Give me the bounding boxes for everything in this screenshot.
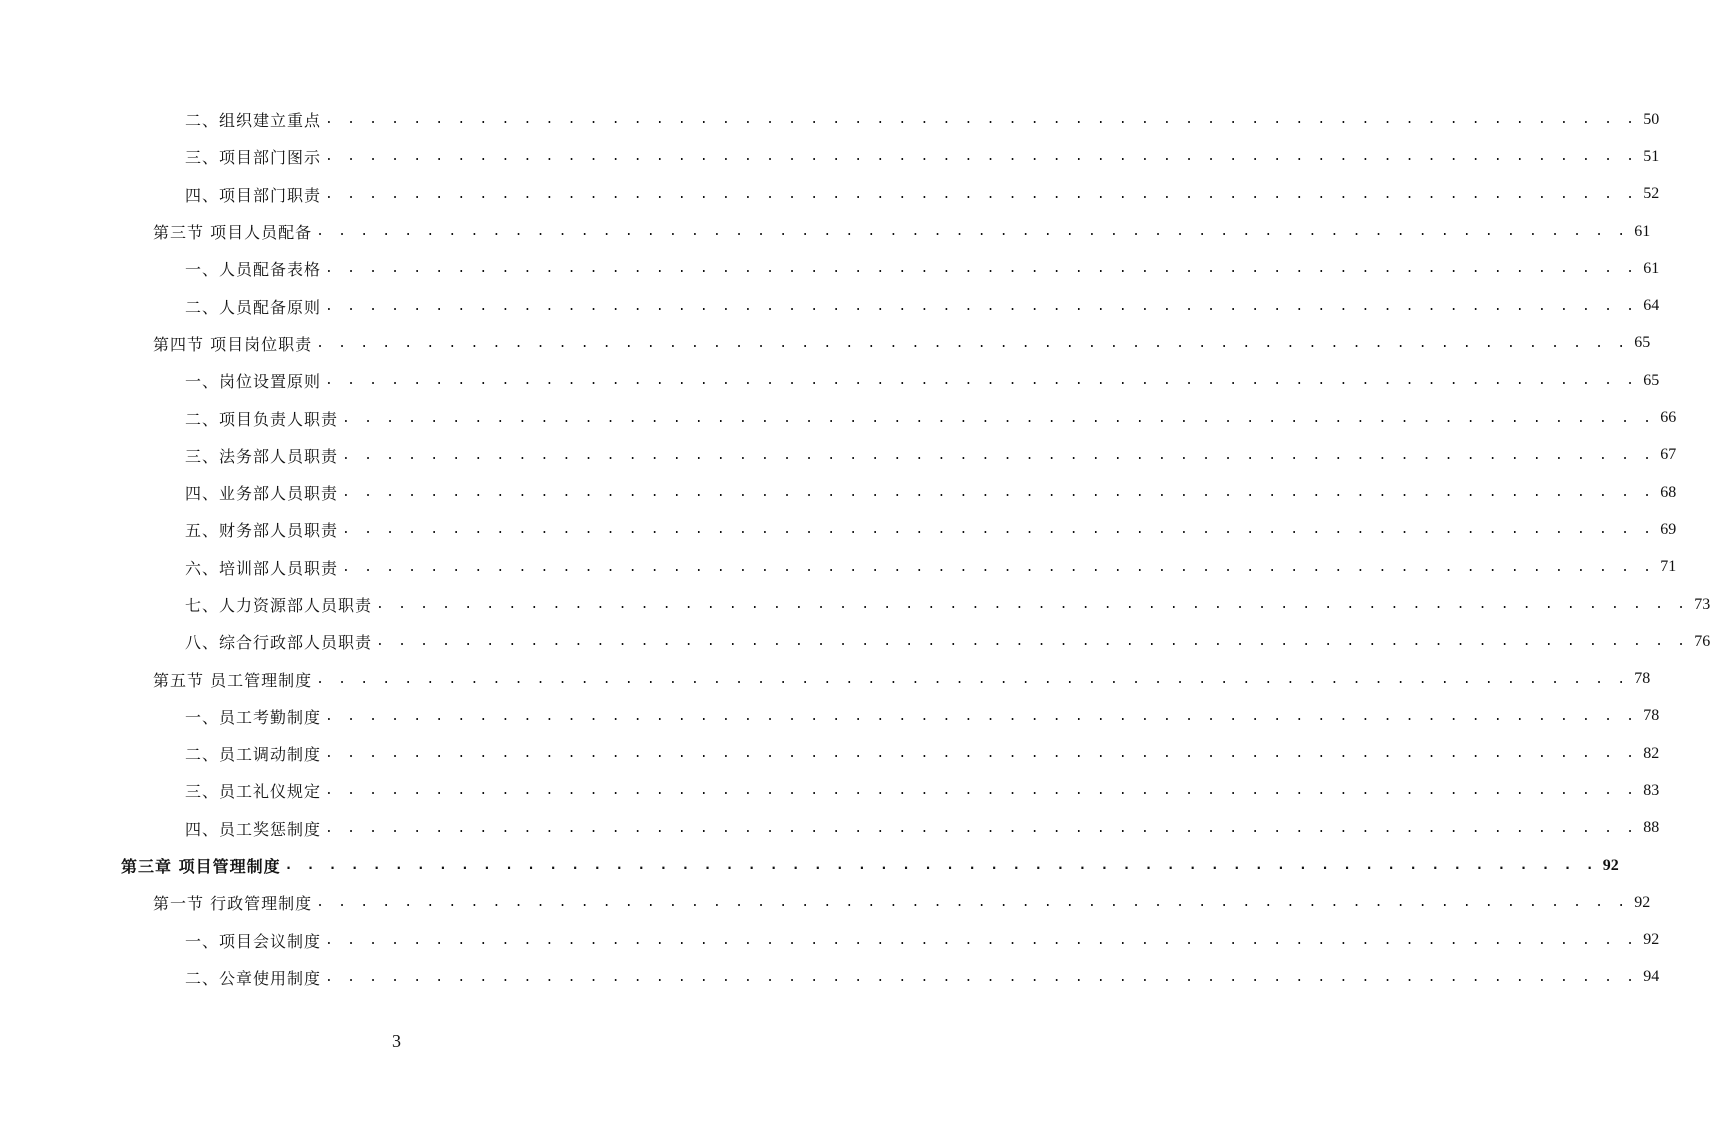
toc-entry-page: 92 xyxy=(1634,893,1651,911)
toc-entry-label: 二、人员配备原则 xyxy=(185,297,322,317)
toc-entry-label: 三、法务部人员职责 xyxy=(185,446,339,466)
toc-entry-label: 四、员工奖惩制度 xyxy=(185,819,322,839)
toc-entry-page: 65 xyxy=(1643,371,1660,389)
toc-entry-item[interactable] xyxy=(0,959,1660,996)
toc-entry-label: 三、项目部门图示 xyxy=(185,148,322,168)
toc-entry-label: 二、组织建立重点 xyxy=(185,111,322,131)
dot-leader: . . . . . . . . . . . . . . . . . . . . . . . . . . . . . . . . . . . . . . . . . . . . . . . . . . . . . . . . . . . . xyxy=(325,112,1638,128)
dot-leader: . . . . . . . . . . . . . . . . . . . . . . . . . . . . . . . . . . . . . . . . . . . . . . . . . . . . . . . . . . . . xyxy=(284,858,1597,874)
toc-entry-page: 78 xyxy=(1634,670,1651,688)
toc-entry-page: 51 xyxy=(1643,147,1660,165)
toc-entry-label: 第一节 行政管理制度 xyxy=(153,894,313,914)
toc-entry-item[interactable] xyxy=(0,735,1660,772)
toc-entry-page: 71 xyxy=(1660,558,1677,576)
toc-entry-item[interactable] xyxy=(0,138,1660,175)
dot-leader: . . . . . . . . . . . . . . . . . . . . . . . . . . . . . . . . . . . . . . . . . . . . . . . . . . . . . . . . . . . . xyxy=(316,224,1629,240)
toc-entry-label: 一、岗位设置原则 xyxy=(185,372,322,392)
dot-leader: . . . . . . . . . . . . . . . . . . . . . . . . . . . . . . . . . . . . . . . . . . . . . . . . . . . . . . . . . . . . xyxy=(376,597,1689,612)
dot-leader: . . . . . . . . . . . . . . . . . . . . . . . . . . . . . . . . . . . . . . . . . . . . . . . . . . . . . . . . . . . . xyxy=(325,373,1638,389)
toc-entry-label: 第四节 项目岗位职责 xyxy=(153,334,313,354)
toc-entry-label: 四、项目部门职责 xyxy=(185,185,322,205)
toc-entry-page: 94 xyxy=(1643,968,1660,986)
toc-entry-label: 七、人力资源部人员职责 xyxy=(185,596,373,615)
dot-leader: . . . . . . . . . . . . . . . . . . . . . . . . . . . . . . . . . . . . . . . . . . . . . . . . . . . . . . . . . . . . xyxy=(325,261,1638,277)
toc-entry-item[interactable] xyxy=(0,362,1660,399)
toc-entry-page: 66 xyxy=(1660,409,1677,427)
page-number: 3 xyxy=(392,1031,401,1051)
toc-entry-section[interactable] xyxy=(0,213,1651,250)
toc-entry-page: 64 xyxy=(1643,297,1660,315)
dot-leader: . . . . . . . . . . . . . . . . . . . . . . . . . . . . . . . . . . . . . . . . . . . . . . . . . . . . . . . . . . . . xyxy=(342,522,1655,538)
dot-leader: . . . . . . . . . . . . . . . . . . . . . . . . . . . . . . . . . . . . . . . . . . . . . . . . . . . . . . . . . . . . xyxy=(325,783,1638,799)
toc-entry-item[interactable] xyxy=(0,511,1677,548)
dot-leader: . . . . . . . . . . . . . . . . . . . . . . . . . . . . . . . . . . . . . . . . . . . . . . . . . . . . . . . . . . . . xyxy=(342,559,1655,575)
toc-entry-item[interactable] xyxy=(0,772,1660,809)
toc-entry-page: 61 xyxy=(1643,259,1660,277)
toc-entry-item[interactable] xyxy=(0,810,1660,847)
toc-entry-page: 69 xyxy=(1660,520,1677,538)
dot-leader: . . . . . . . . . . . . . . . . . . . . . . . . . . . . . . . . . . . . . . . . . . . . . . . . . . . . . . . . . . . . xyxy=(325,746,1638,762)
dot-leader: . . . . . . . . . . . . . . . . . . . . . . . . . . . . . . . . . . . . . . . . . . . . . . . . . . . . . . . . . . . . xyxy=(342,485,1655,501)
toc-entry-chapter[interactable] xyxy=(0,847,1619,884)
toc-entry-item[interactable] xyxy=(0,549,1677,586)
toc-entry-label: 八、综合行政部人员职责 xyxy=(185,633,373,653)
toc-entry-item[interactable] xyxy=(0,623,1710,660)
toc-entry-label: 四、业务部人员职责 xyxy=(185,484,339,504)
toc-entry-label: 二、员工调动制度 xyxy=(185,745,322,765)
toc-entry-label: 二、项目负责人职责 xyxy=(185,409,339,429)
dot-leader: . . . . . . . . . . . . . . . . . . . . . . . . . . . . . . . . . . . . . . . . . . . . . . . . . . . . . . . . . . . . xyxy=(325,186,1638,202)
toc-entry-item[interactable] xyxy=(0,176,1660,213)
toc-entry-page: 67 xyxy=(1660,446,1677,464)
toc-entry-item[interactable] xyxy=(0,250,1660,287)
toc-entry-page: 92 xyxy=(1643,931,1660,949)
dot-leader: . . . . . . . . . . . . . . . . . . . . . . . . . . . . . . . . . . . . . . . . . . . . . . . . . . . . . . . . . . . . xyxy=(325,149,1638,165)
toc-entry-section[interactable] xyxy=(0,660,1651,697)
dot-leader: . . . . . . . . . . . . . . . . . . . . . . . . . . . . . . . . . . . . . . . . . . . . . . . . . . . . . . . . . . . . xyxy=(316,671,1629,687)
dot-leader: . . . . . . . . . . . . . . . . . . . . . . . . . . . . . . . . . . . . . . . . . . . . . . . . . . . . . . . . . . . . xyxy=(325,708,1638,724)
toc-entry-item[interactable] xyxy=(0,437,1677,474)
toc-entry-label: 六、培训部人员职责 xyxy=(185,558,339,578)
toc-entry-section[interactable] xyxy=(0,325,1651,362)
dot-leader: . . . . . . . . . . . . . . . . . . . . . . . . . . . . . . . . . . . . . . . . . . . . . . . . . . . . . . . . . . . . xyxy=(325,969,1638,985)
table-of-contents xyxy=(0,101,1710,996)
toc-entry-item[interactable] xyxy=(0,474,1677,511)
toc-entry-page: 50 xyxy=(1643,110,1660,128)
toc-entry-label: 一、员工考勤制度 xyxy=(185,707,322,727)
toc-entry-label: 三、员工礼仪规定 xyxy=(185,782,322,802)
toc-entry-label: 一、项目会议制度 xyxy=(185,931,322,951)
toc-entry-page: 88 xyxy=(1643,819,1660,837)
toc-entry-item[interactable] xyxy=(0,101,1660,138)
toc-entry-label: 二、公章使用制度 xyxy=(185,968,322,988)
dot-leader: . . . . . . . . . . . . . . . . . . . . . . . . . . . . . . . . . . . . . . . . . . . . . . . . . . . . . . . . . . . . xyxy=(316,895,1629,911)
toc-entry-page: 78 xyxy=(1643,707,1660,725)
toc-entry-page: 68 xyxy=(1660,483,1677,501)
toc-entry-label: 一、人员配备表格 xyxy=(185,260,322,280)
toc-entry-item[interactable] xyxy=(0,698,1660,735)
toc-entry-label: 第三章 项目管理制度 xyxy=(121,857,281,877)
toc-entry-page: 52 xyxy=(1643,185,1660,203)
toc-entry-page: 92 xyxy=(1602,856,1619,874)
toc-entry-item[interactable] xyxy=(0,287,1660,324)
dot-leader: . . . . . . . . . . . . . . . . . . . . . . . . . . . . . . . . . . . . . . . . . . . . . . . . . . . . . . . . . . . . xyxy=(342,447,1655,463)
toc-entry-page: 65 xyxy=(1634,334,1651,352)
toc-entry-item[interactable] xyxy=(0,399,1677,436)
toc-entry-label: 五、财务部人员职责 xyxy=(185,521,339,541)
dot-leader: . . . . . . . . . . . . . . . . . . . . . . . . . . . . . . . . . . . . . . . . . . . . . . . . . . . . . . . . . . . . xyxy=(325,820,1638,836)
toc-entry-label: 第五节 员工管理制度 xyxy=(153,670,313,690)
toc-entry-page: 73 xyxy=(1694,595,1710,613)
toc-entry-item[interactable] xyxy=(0,586,1710,623)
toc-entry-page: 76 xyxy=(1694,632,1710,650)
dot-leader: . . . . . . . . . . . . . . . . . . . . . . . . . . . . . . . . . . . . . . . . . . . . . . . . . . . . . . . . . . . . xyxy=(325,298,1638,314)
toc-entry-label: 第三节 项目人员配备 xyxy=(153,223,313,243)
toc-entry-page: 82 xyxy=(1643,744,1660,762)
toc-entry-page: 83 xyxy=(1643,781,1660,799)
dot-leader: . . . . . . . . . . . . . . . . . . . . . . . . . . . . . . . . . . . . . . . . . . . . . . . . . . . . . . . . . . . . xyxy=(376,634,1689,650)
dot-leader: . . . . . . . . . . . . . . . . . . . . . . . . . . . . . . . . . . . . . . . . . . . . . . . . . . . . . . . . . . . . xyxy=(325,932,1638,948)
dot-leader: . . . . . . . . . . . . . . . . . . . . . . . . . . . . . . . . . . . . . . . . . . . . . . . . . . . . . . . . . . . . xyxy=(316,335,1629,351)
toc-entry-page: 61 xyxy=(1634,222,1651,240)
dot-leader: . . . . . . . . . . . . . . . . . . . . . . . . . . . . . . . . . . . . . . . . . . . . . . . . . . . . . . . . . . . . xyxy=(342,410,1655,426)
toc-entry-item[interactable] xyxy=(0,922,1660,959)
toc-entry-section[interactable] xyxy=(0,884,1651,921)
